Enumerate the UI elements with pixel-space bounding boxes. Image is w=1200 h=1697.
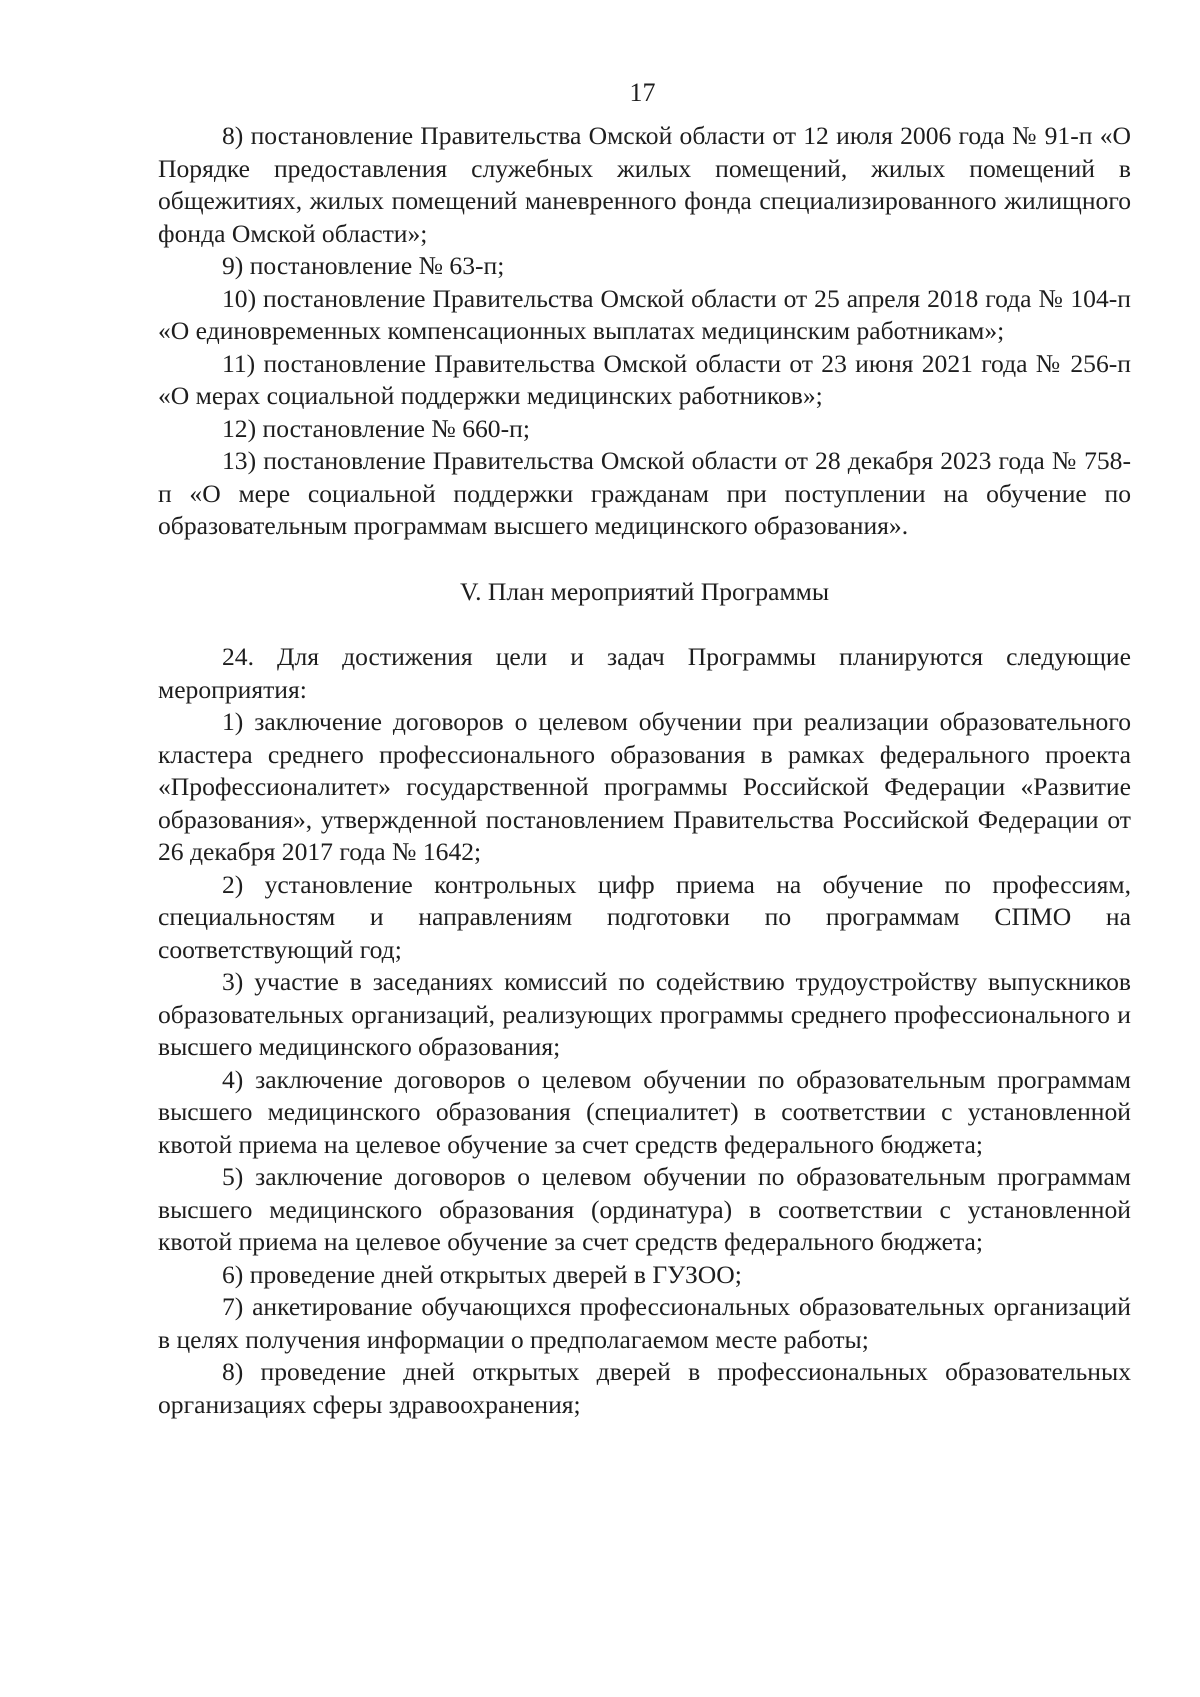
list-item: 2) установление контрольных цифр приема на обучение по профессиям, специальностям и направлениям подготовки по программам СПМО на соответствующий год; (158, 869, 1131, 964)
list-item: 5) заключение договоров о целевом обучении по образовательным программам высшего медицинского образования (ординатура) в соответствии с установленной квотой приема на целевое обучение за счет средств федерального бюджета; (158, 1162, 1131, 1256)
list-item: 6) проведение дней открытых дверей в ГУЗОО; (222, 1259, 742, 1289)
document-body (158, 120, 1131, 1421)
intro-paragraph: 24. Для достижения цели и задач Программы планируются следующие мероприятия: (158, 642, 1131, 704)
list-item: 12) постановление № 660-п; (222, 413, 530, 443)
list-item: 8) проведение дней открытых дверей в профессиональных образовательных организациях сферы здравоохранения; (158, 1357, 1131, 1419)
list-item: 7) анкетирование обучающихся профессиональных образовательных организаций в целях получения информации о предполагаемом месте работы; (158, 1292, 1131, 1354)
list-item: 1) заключение договоров о целевом обучении при реализации образовательного кластера среднего профессионального образования в рамках федерального проекта «Профессионалитет» государственной программы Российской Федерации «Развитие образования», утвержденной постановлением Правительства Российской Федерации от 26 декабря 2017 года № 1642; (158, 707, 1131, 866)
list-item: 9) постановление № 63-п; (222, 251, 505, 280)
list-item: 8) постановление Правительства Омской области от 12 июля 2006 года № 91-п «О Порядке предоставления служебных жилых помещений, жилых помещений в общежитиях, жилых помещений маневренного фонда специализированного жилищного фонда Омской области»; (158, 121, 1131, 248)
list-item: 10) постановление Правительства Омской области от 25 апреля 2018 года № 104-п «О единовременных компенсационных выплатах медицинским работникам»; (158, 283, 1131, 345)
section-heading: V. План мероприятий Программы (459, 576, 830, 606)
list-item: 3) участие в заседаниях комиссий по содействию трудоустройству выпускников образовательных организаций, реализующих программы среднего профессионального и высшего медицинского образования; (158, 967, 1131, 1061)
list-item: 4) заключение договоров о целевом обучении по образовательным программам высшего медицинского образования (специалитет) в соответствии с установленной квотой приема на целевое обучение за счет средств федерального бюджета; (158, 1064, 1131, 1159)
list-item: 11) постановление Правительства Омской области от 23 июня 2021 года № 256-п «О мерах социальной поддержки медицинских работников»; (158, 348, 1131, 410)
page-number: 17 (629, 78, 656, 107)
list-item: 13) постановление Правительства Омской области от 28 декабря 2023 года № 758-п «О мере социальной поддержки гражданам при поступлении на обучение по образовательным программам высшего медицинского образования». (158, 446, 1131, 540)
